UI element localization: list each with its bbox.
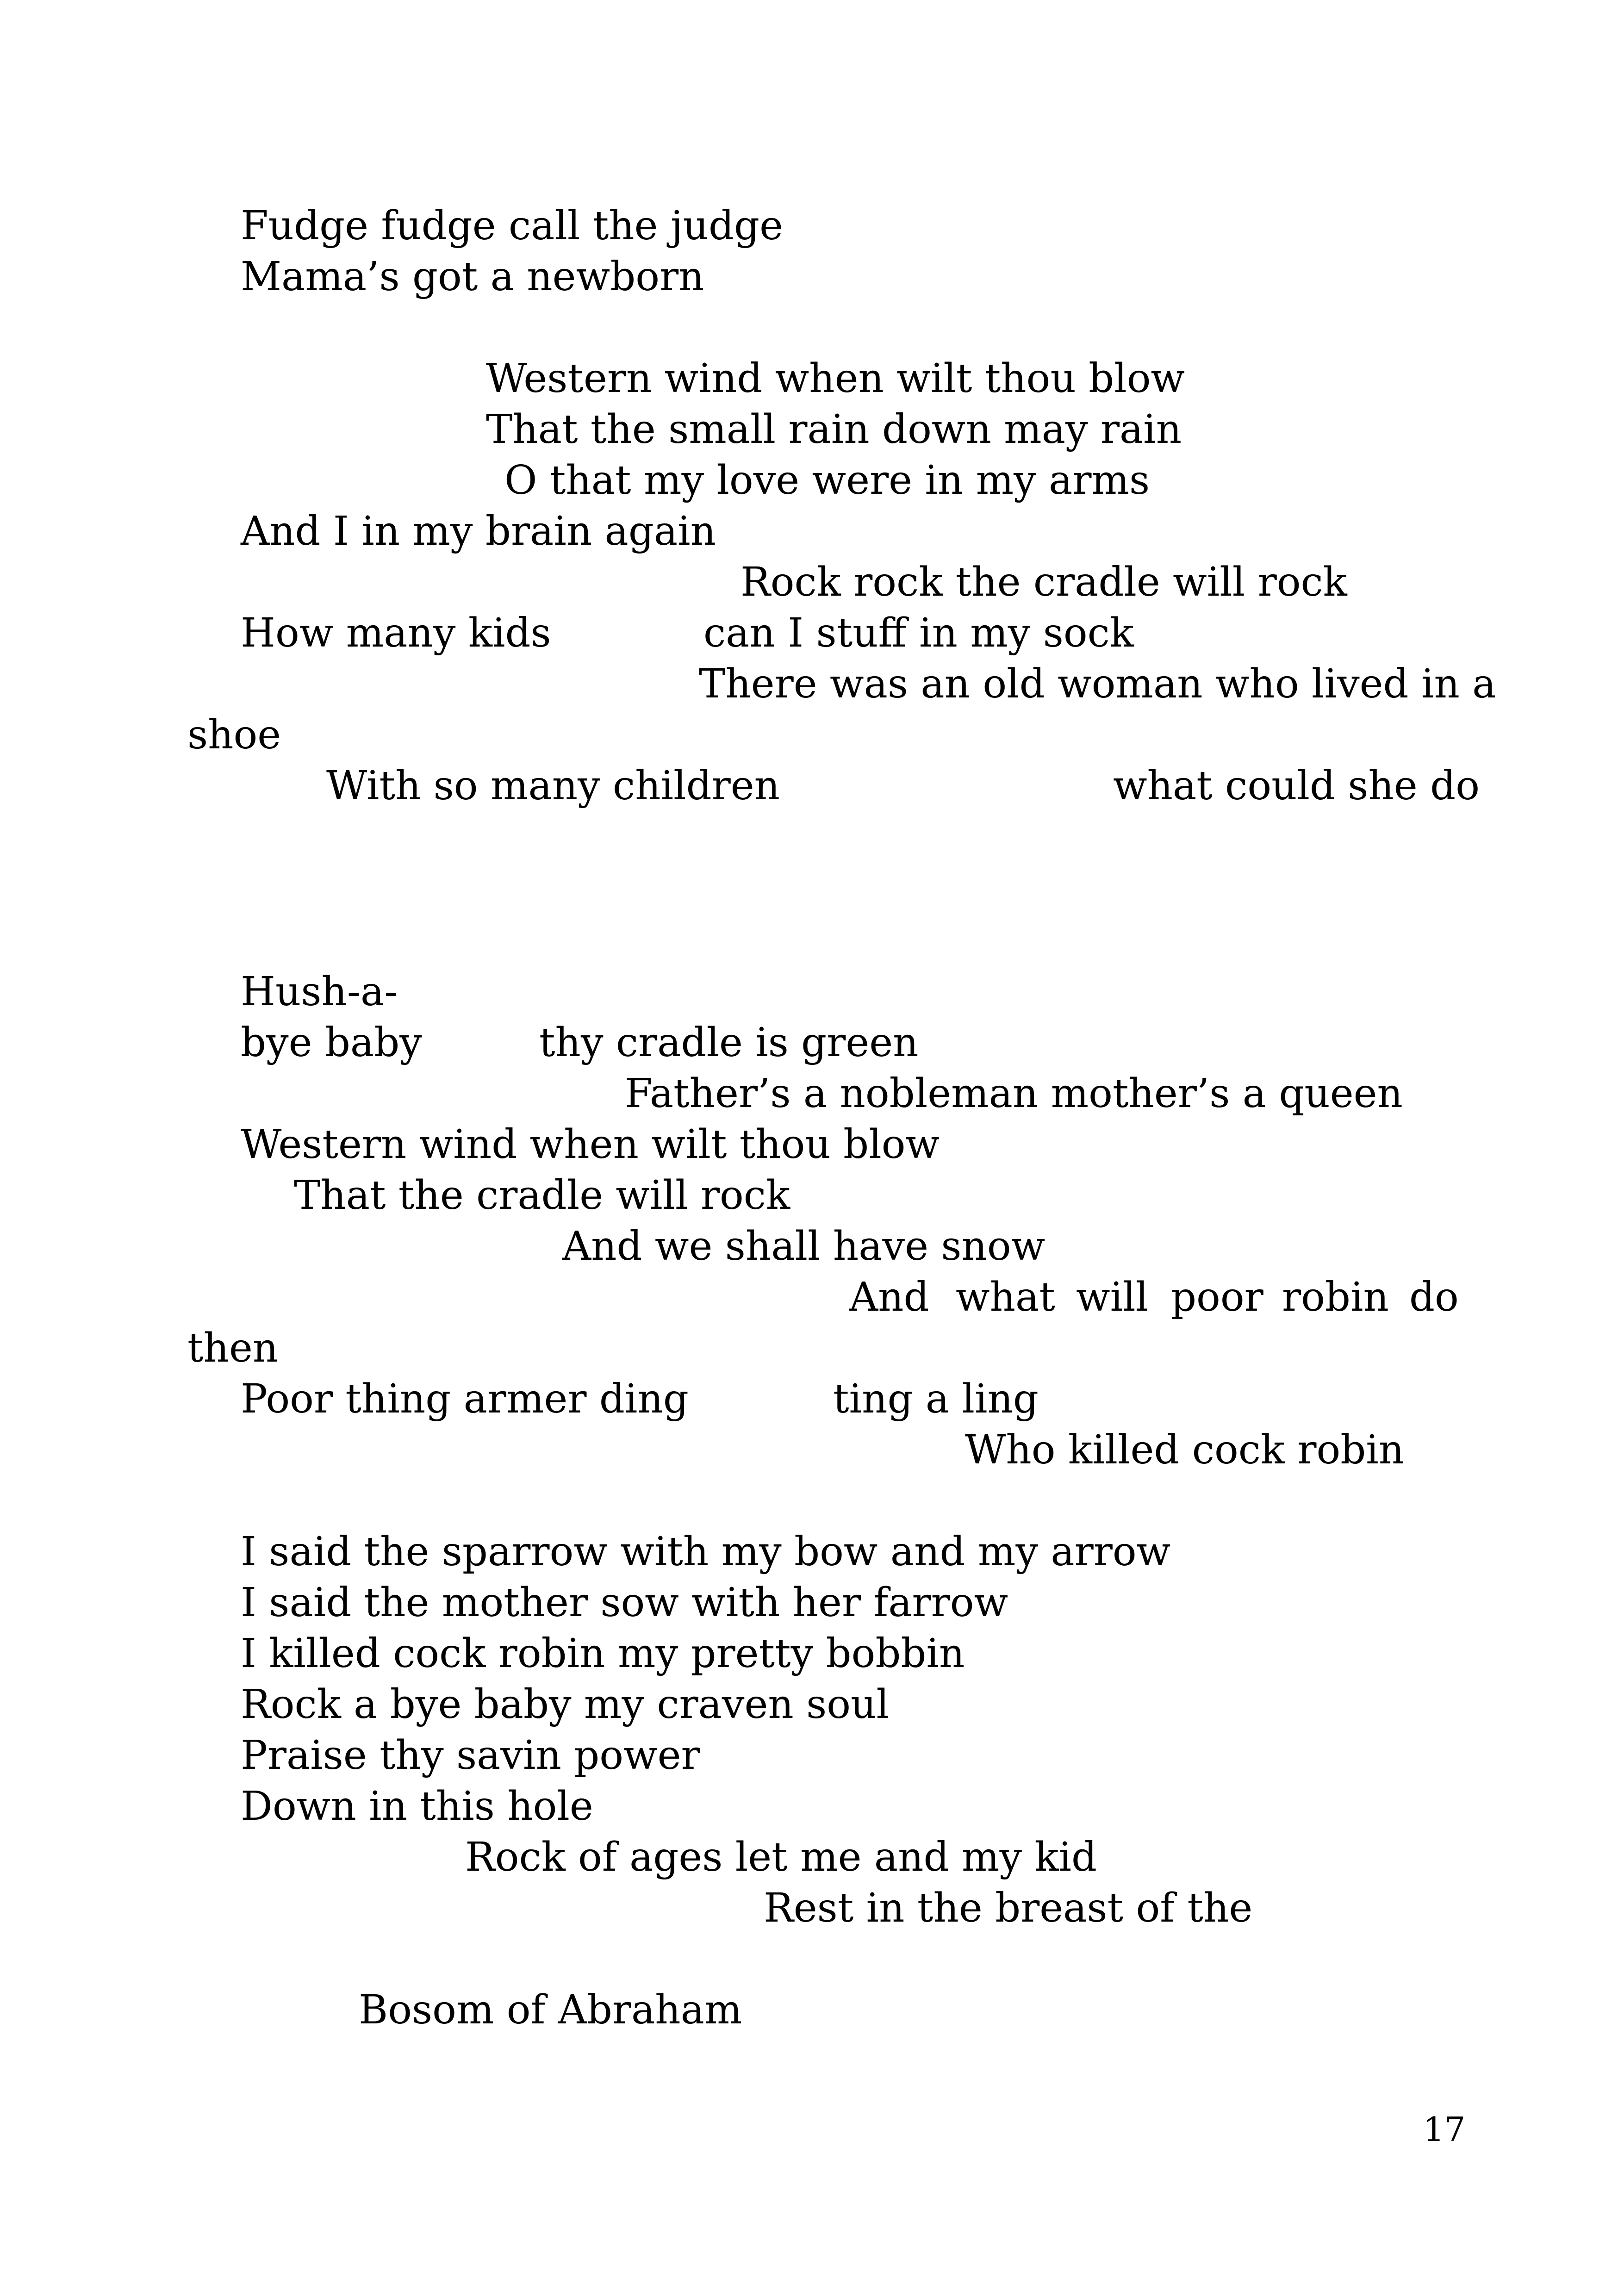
poem-line: And I in my brain again (241, 508, 716, 554)
page-number: 17 (1423, 2110, 1466, 2149)
poem-line: ting a ling (833, 1376, 1039, 1422)
poem-word: robin (1282, 1274, 1389, 1320)
poem-line: Poor thing armer ding (241, 1376, 689, 1422)
poem-line: I said the mother sow with her farrow (241, 1580, 1008, 1626)
poem-line: How many kids (241, 610, 551, 656)
poem-line: can I stuff in my sock (703, 610, 1134, 656)
poem-line: Who killed cock robin (965, 1427, 1405, 1473)
poem-word: do (1409, 1274, 1459, 1320)
poem-line: Down in this hole (241, 1783, 593, 1829)
poem-line: That the cradle will rock (294, 1172, 790, 1219)
poem-line: Hush-a- (241, 969, 398, 1015)
poem-word: poor (1171, 1274, 1263, 1320)
poem-line: And we shall have snow (562, 1223, 1045, 1269)
poem-line: thy cradle is green (539, 1020, 919, 1066)
poem-line: Rock of ages let me and my kid (465, 1834, 1097, 1880)
poem-line: I said the sparrow with my bow and my arrow (241, 1529, 1171, 1575)
poem-line: Western wind when wilt thou blow (241, 1121, 940, 1168)
poem-line: Rock rock the cradle will rock (741, 559, 1347, 605)
poem-line: then (187, 1325, 279, 1371)
poem-line: With so many children (326, 763, 780, 809)
poem-line: Mama’s got a newborn (241, 254, 704, 300)
poem-line: what could she do (1113, 763, 1480, 809)
poem-line: That the small rain down may rain (486, 406, 1182, 453)
poem-line: bye baby (241, 1020, 422, 1066)
poem-line: There was an old woman who lived in a (699, 661, 1496, 707)
poem-line: Praise thy savin power (241, 1732, 700, 1779)
poem-word: will (1076, 1274, 1149, 1320)
poem-line: O that my love were in my arms (504, 457, 1150, 504)
poem-line: shoe (187, 712, 281, 758)
poem-line: Bosom of Abraham (359, 1987, 742, 2033)
poem-line: I killed cock robin my pretty bobbin (241, 1630, 965, 1677)
poem-line: Rock a bye baby my craven soul (241, 1681, 889, 1728)
poem-line: Rest in the breast of the (764, 1885, 1253, 1931)
poem-line: Father’s a nobleman mother’s a queen (625, 1070, 1403, 1117)
poem-line: Western wind when wilt thou blow (486, 355, 1185, 402)
poem-line: Fudge fudge call the judge (241, 203, 783, 249)
poem-word: what (956, 1274, 1055, 1320)
poem-word: And (849, 1274, 929, 1320)
